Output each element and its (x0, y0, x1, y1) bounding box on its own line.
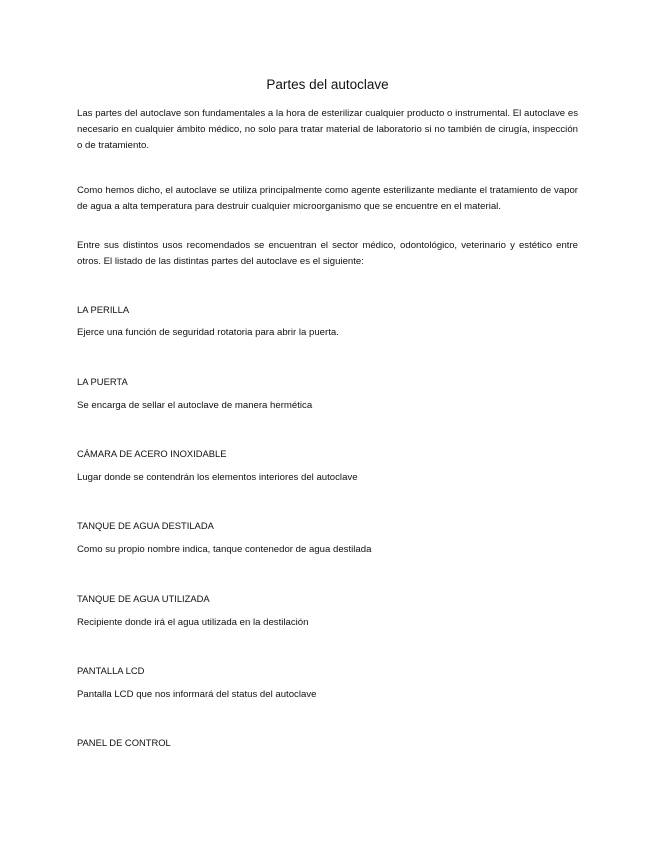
part-heading-tanque-utilizada: TANQUE DE AGUA UTILIZADA (77, 593, 210, 604)
intro-paragraph: Las partes del autoclave son fundamentales a la hora de esterilizar cualquier producto o instrumental. El autoclave es necesario en cualquier ámbito médico, no solo para tratar material de laboratorio si no también de cirugía, inspección o de tratamiento. (77, 108, 578, 151)
part-description-perilla: Ejerce una función de seguridad rotatoria para abrir la puerta. (77, 327, 339, 338)
part-heading-puerta: LA PUERTA (77, 376, 128, 387)
part-heading-pantalla-lcd: PANTALLA LCD (77, 665, 145, 676)
part-heading-camara: CÁMARA DE ACERO INOXIDABLE (77, 448, 227, 459)
part-heading-tanque-destilada: TANQUE DE AGUA DESTILADA (77, 520, 214, 531)
part-description-pantalla-lcd: Pantalla LCD que nos informará del status del autoclave (77, 689, 317, 700)
part-description-tanque-utilizada: Recipiente donde irá el agua utilizada en la destilación (77, 617, 309, 628)
document-title: Partes del autoclave (266, 77, 389, 92)
usage-paragraph: Como hemos dicho, el autoclave se utiliza principalmente como agente esterilizante mediante el tratamiento de vapor de agua a alta temperatura para destruir cualquier microorganismo que se encuentre en el material. (77, 185, 578, 212)
part-description-camara: Lugar donde se contendrán los elementos interiores del autoclave (77, 472, 358, 483)
part-heading-perilla: LA PERILLA (77, 304, 130, 315)
part-heading-panel-control: PANEL DE CONTROL (77, 737, 171, 748)
part-description-puerta: Se encarga de sellar el autoclave de manera hermética (77, 400, 313, 411)
part-description-tanque-destilada: Como su propio nombre indica, tanque contenedor de agua destilada (77, 544, 372, 555)
list-intro-paragraph: Entre sus distintos usos recomendados se encuentran el sector médico, odontológico, veterinario y estético entre otros. El listado de las distintas partes del autoclave es el siguiente: (77, 240, 578, 267)
